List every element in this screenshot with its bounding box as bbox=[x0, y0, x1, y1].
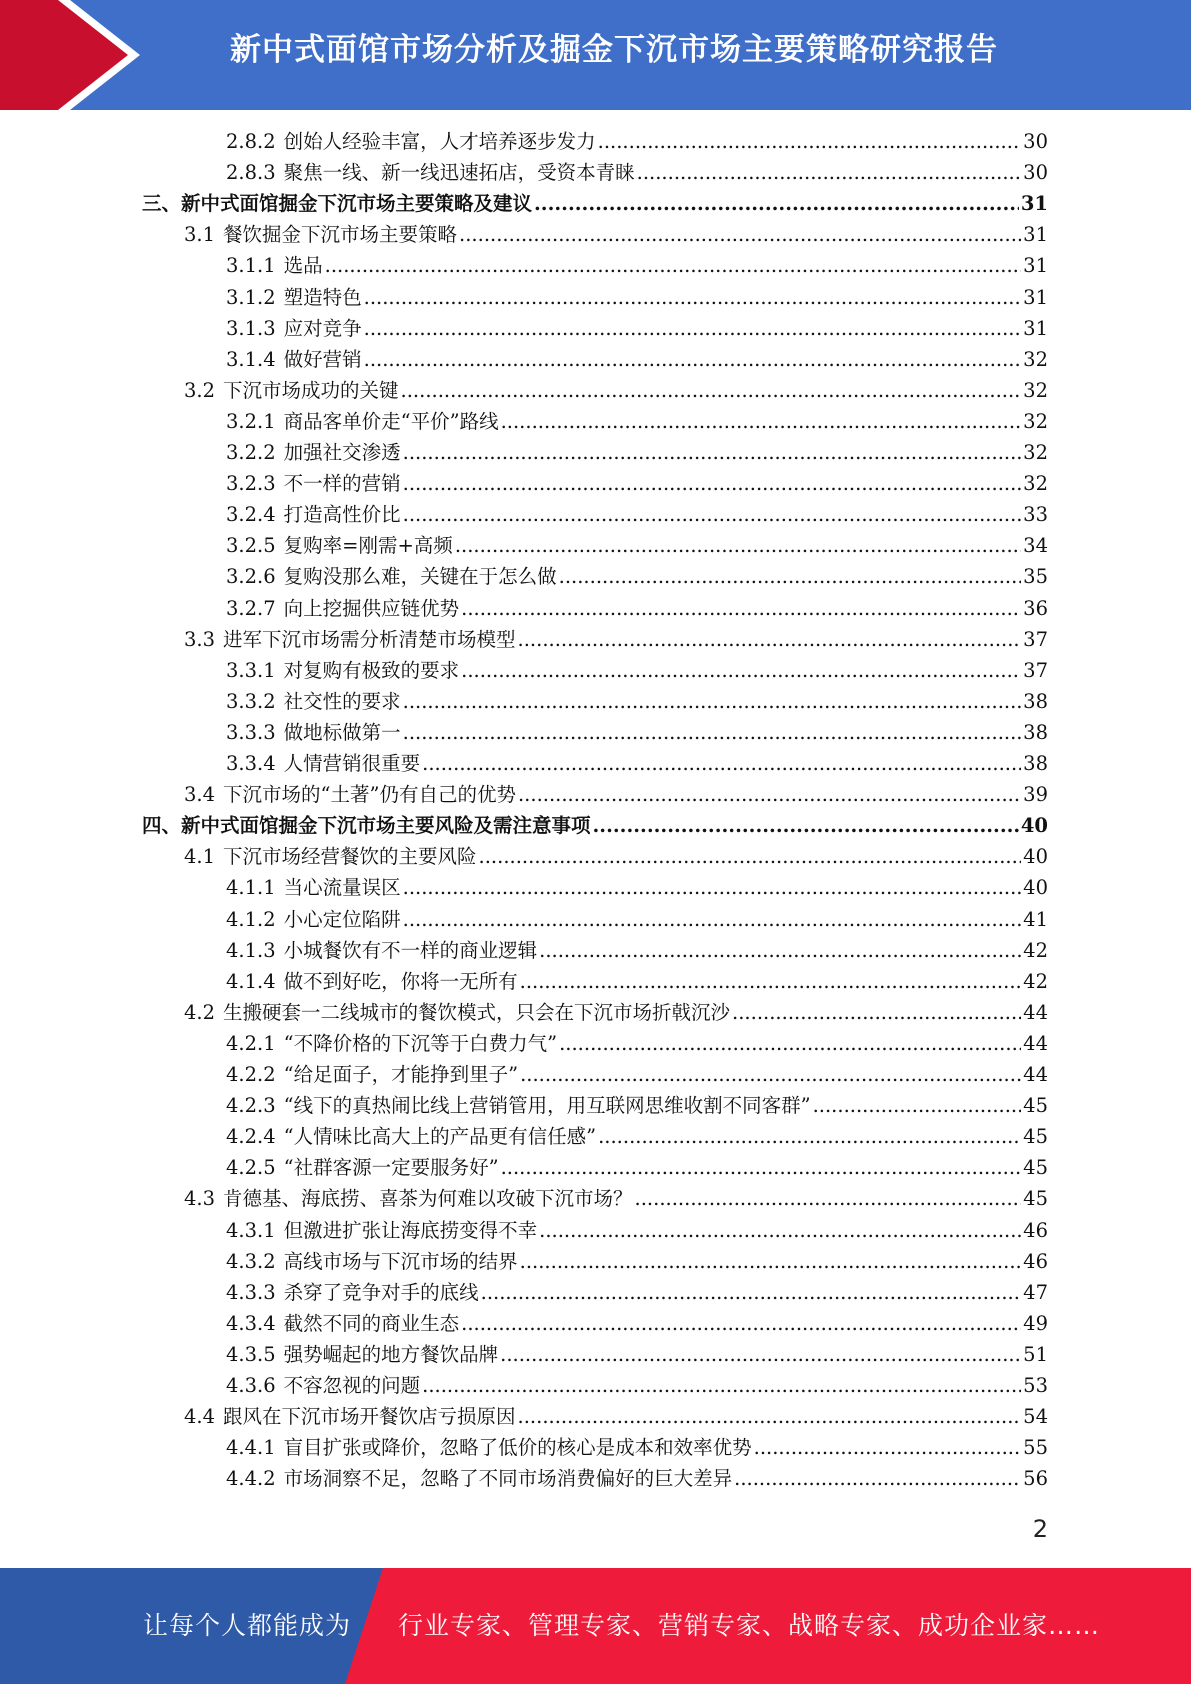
toc-entry-page: 53 bbox=[1023, 1374, 1048, 1397]
toc-entry-title: “不降价格的下沉等于白费力气” bbox=[283, 1031, 558, 1055]
toc-dot-leader bbox=[461, 593, 1021, 624]
toc-entry-number: 3.3.4 bbox=[226, 752, 276, 775]
toc-entry-page: 32 bbox=[1023, 409, 1048, 433]
toc-entry-title: 强势崛起的地方餐饮品牌 bbox=[283, 1342, 499, 1366]
toc-dot-leader bbox=[461, 655, 1021, 686]
toc-dot-leader bbox=[559, 1028, 1021, 1059]
toc-entry[interactable] bbox=[184, 997, 1048, 1028]
toc-entry[interactable] bbox=[142, 188, 1048, 219]
toc-dot-leader bbox=[539, 1215, 1021, 1246]
toc-dot-leader bbox=[479, 841, 1022, 872]
toc-entry-page: 44 bbox=[1023, 1063, 1048, 1086]
toc-dot-leader bbox=[403, 904, 1022, 935]
toc-entry[interactable] bbox=[226, 530, 1048, 561]
toc-entry-page: 30 bbox=[1023, 130, 1048, 153]
toc-entry-number: 4.1.4 bbox=[226, 969, 276, 993]
toc-entry-page: 38 bbox=[1023, 689, 1048, 713]
toc-entry-number: 4.3 bbox=[184, 1187, 216, 1211]
toc-dot-leader bbox=[401, 375, 1022, 406]
toc-dot-leader bbox=[520, 1246, 1022, 1277]
toc-entry-title: 做好营销 bbox=[283, 347, 362, 371]
toc-dot-leader bbox=[520, 966, 1022, 997]
toc-entry-page: 56 bbox=[1023, 1467, 1048, 1491]
toc-entry-number: 3.2.2 bbox=[226, 441, 276, 464]
toc-entry[interactable] bbox=[226, 250, 1048, 281]
toc-entry-title: 社交性的要求 bbox=[283, 689, 401, 713]
toc-entry-number: 4.1.2 bbox=[226, 907, 276, 931]
toc-entry-title: 餐饮掘金下沉市场主要策略 bbox=[223, 223, 458, 247]
toc-entry-page: 32 bbox=[1023, 441, 1048, 464]
toc-entry-title: 四、新中式面馆掘金下沉市场主要风险及需注意事项 bbox=[142, 814, 591, 838]
toc-dot-leader bbox=[364, 313, 1022, 344]
toc-dot-leader bbox=[734, 1463, 1021, 1494]
toc-entry-title: 复购没那么难，关键在于怎么做 bbox=[283, 565, 557, 589]
toc-entry-number: 4.2.3 bbox=[226, 1094, 276, 1118]
toc-entry-page: 30 bbox=[1023, 161, 1048, 185]
toc-entry-page: 37 bbox=[1023, 627, 1048, 651]
toc-entry[interactable] bbox=[226, 872, 1048, 903]
toc-entry-number: 3.1.2 bbox=[226, 285, 276, 309]
toc-entry-title: 下沉市场经营餐饮的主要风险 bbox=[223, 845, 477, 869]
page-footer bbox=[0, 1568, 1191, 1684]
toc-dot-leader bbox=[520, 1059, 1021, 1090]
toc-entry[interactable] bbox=[184, 1183, 1048, 1214]
toc-dot-leader bbox=[500, 1339, 1021, 1370]
toc-entry-page: 34 bbox=[1023, 534, 1048, 558]
toc-dot-leader bbox=[364, 282, 1022, 313]
toc-entry-number: 3.3.2 bbox=[226, 689, 276, 713]
toc-entry[interactable] bbox=[226, 1370, 1048, 1401]
toc-entry-page: 35 bbox=[1023, 565, 1048, 589]
toc-entry-page: 47 bbox=[1023, 1280, 1048, 1304]
toc-entry-title: 做不到好吃，你将一无所有 bbox=[283, 969, 518, 993]
toc-entry[interactable] bbox=[226, 157, 1048, 188]
toc-entry-number: 3.2 bbox=[184, 378, 216, 402]
toc-entry-number: 4.4.1 bbox=[226, 1436, 276, 1460]
toc-entry-title: 不一样的营销 bbox=[283, 472, 401, 496]
toc-entry-title: 人情营销很重要 bbox=[283, 752, 421, 775]
toc-entry-number: 4.3.1 bbox=[226, 1218, 276, 1242]
toc-entry[interactable] bbox=[226, 655, 1048, 686]
toc-entry-title: 聚焦一线、新一线迅速拓店，受资本青睐 bbox=[283, 161, 635, 185]
toc-entry-page: 38 bbox=[1023, 752, 1048, 775]
toc-entry-page: 55 bbox=[1023, 1436, 1048, 1460]
toc-entry-page: 37 bbox=[1023, 658, 1048, 682]
toc-entry[interactable] bbox=[184, 219, 1048, 250]
toc-entry-page: 44 bbox=[1023, 1000, 1048, 1024]
toc-entry[interactable] bbox=[184, 624, 1048, 655]
toc-entry-number: 3.3.1 bbox=[226, 658, 276, 682]
toc-entry[interactable] bbox=[226, 904, 1048, 935]
toc-entry-page: 42 bbox=[1023, 969, 1048, 993]
toc-entry-number: 3.1.1 bbox=[226, 254, 276, 278]
toc-entry-page: 54 bbox=[1023, 1405, 1048, 1429]
toc-entry-title: 进军下沉市场需分析清楚市场模型 bbox=[223, 627, 516, 651]
toc-entry-number: 2.8.3 bbox=[226, 161, 276, 185]
toc-entry[interactable] bbox=[226, 406, 1048, 437]
toc-entry-number: 3.2.3 bbox=[226, 472, 276, 496]
toc-dot-leader bbox=[754, 1432, 1022, 1463]
toc-entry[interactable] bbox=[226, 499, 1048, 530]
toc-entry[interactable] bbox=[226, 1277, 1048, 1308]
toc-entry[interactable] bbox=[184, 779, 1048, 810]
toc-dot-leader bbox=[501, 406, 1022, 437]
toc-entry-page: 39 bbox=[1023, 783, 1048, 807]
toc-entry-title: 做地标做第一 bbox=[283, 720, 401, 744]
toc-entry-title: 但激进扩张让海底捞变得不幸 bbox=[283, 1218, 538, 1242]
toc-dot-leader bbox=[459, 219, 1021, 250]
toc-dot-leader bbox=[635, 1183, 1022, 1214]
toc-dot-leader bbox=[598, 126, 1022, 157]
toc-entry[interactable] bbox=[226, 1308, 1048, 1339]
toc-entry[interactable] bbox=[226, 748, 1048, 779]
toc-dot-leader bbox=[325, 250, 1022, 281]
toc-dot-leader bbox=[559, 561, 1022, 592]
toc-entry-number: 4.2.1 bbox=[226, 1031, 276, 1055]
toc-dot-leader bbox=[732, 997, 1021, 1028]
toc-entry-title: “社群客源一定要服务好” bbox=[283, 1156, 499, 1180]
toc-entry[interactable] bbox=[226, 593, 1048, 624]
toc-entry-title: 小城餐饮有不一样的商业逻辑 bbox=[283, 938, 538, 962]
toc-entry[interactable] bbox=[226, 966, 1048, 997]
toc-entry-number: 2.8.2 bbox=[226, 130, 276, 153]
toc-entry-number: 3.4 bbox=[184, 783, 216, 807]
toc-entry[interactable] bbox=[226, 468, 1048, 499]
toc-entry[interactable] bbox=[226, 717, 1048, 748]
toc-entry-title: 市场洞察不足，忽略了不同市场消费偏好的巨大差异 bbox=[283, 1467, 733, 1491]
toc-entry[interactable] bbox=[226, 126, 1048, 157]
toc-dot-leader bbox=[518, 624, 1022, 655]
toc-dot-leader bbox=[364, 344, 1022, 375]
toc-entry-number: 4.3.6 bbox=[226, 1374, 276, 1397]
toc-entry-page: 32 bbox=[1023, 472, 1048, 496]
toc-dot-leader bbox=[455, 530, 1021, 561]
toc-entry-number: 4.3.3 bbox=[226, 1280, 276, 1304]
toc-dot-leader bbox=[593, 810, 1019, 841]
toc-entry-number: 4.2 bbox=[184, 1000, 216, 1024]
toc-entry-number: 3.2.4 bbox=[226, 503, 276, 527]
toc-entry-page: 31 bbox=[1020, 192, 1048, 216]
toc-dot-leader bbox=[501, 1152, 1022, 1183]
toc-entry-page: 41 bbox=[1023, 907, 1048, 931]
toc-entry-title: 杀穿了竞争对手的底线 bbox=[283, 1280, 479, 1304]
toc-entry-number: 3.2.6 bbox=[226, 565, 276, 589]
toc-entry-title: 生搬硬套一二线城市的餐饮模式，只会在下沉市场折戟沉沙 bbox=[223, 1000, 731, 1024]
toc-entry-title: 加强社交渗透 bbox=[283, 441, 401, 464]
toc-entry-title: 选品 bbox=[283, 254, 323, 278]
toc-entry-page: 40 bbox=[1023, 876, 1048, 900]
toc-entry-title: 下沉市场成功的关键 bbox=[223, 378, 399, 402]
toc-entry-number: 4.4.2 bbox=[226, 1467, 276, 1491]
toc-entry-title: 高线市场与下沉市场的结界 bbox=[283, 1249, 518, 1273]
report-title: 新中式面馆市场分析及掘金下沉市场主要策略研究报告 bbox=[230, 32, 998, 68]
toc-entry[interactable] bbox=[226, 1339, 1048, 1370]
toc-entry[interactable] bbox=[226, 313, 1048, 344]
page-header bbox=[0, 0, 1191, 110]
toc-entry-title: “给足面子，才能挣到里子” bbox=[283, 1063, 519, 1086]
footer-slogan-right: 行业专家、管理专家、营销专家、战略专家、成功企业家…… bbox=[398, 1611, 1101, 1640]
toc-entry-page: 49 bbox=[1023, 1311, 1048, 1335]
toc-entry[interactable] bbox=[226, 282, 1048, 313]
toc-entry-number: 3.3.3 bbox=[226, 720, 276, 744]
toc-entry-page: 33 bbox=[1023, 503, 1048, 527]
toc-entry-title: 小心定位陷阱 bbox=[283, 907, 401, 931]
toc-dot-leader bbox=[534, 188, 1019, 219]
toc-dot-leader bbox=[518, 779, 1021, 810]
toc-entry-number: 4.1.1 bbox=[226, 876, 276, 900]
toc-entry[interactable] bbox=[226, 686, 1048, 717]
toc-entry[interactable] bbox=[226, 935, 1048, 966]
toc-dot-leader bbox=[461, 1308, 1021, 1339]
toc-entry-number: 3.2.1 bbox=[226, 409, 276, 433]
toc-entry[interactable] bbox=[184, 375, 1048, 406]
toc-entry[interactable] bbox=[226, 1246, 1048, 1277]
toc-entry[interactable] bbox=[226, 1090, 1048, 1121]
toc-entry[interactable] bbox=[226, 1121, 1048, 1152]
toc-entry-page: 45 bbox=[1023, 1187, 1048, 1211]
toc-dot-leader bbox=[403, 468, 1022, 499]
toc-entry[interactable] bbox=[226, 1432, 1048, 1463]
toc-entry-number: 4.2.2 bbox=[226, 1063, 276, 1086]
toc-entry-number: 3.1 bbox=[184, 223, 216, 247]
toc-dot-leader bbox=[598, 1121, 1021, 1152]
toc-entry-page: 42 bbox=[1023, 938, 1048, 962]
toc-entry-title: 创始人经验丰富，人才培养逐步发力 bbox=[283, 130, 596, 153]
toc-entry-page: 44 bbox=[1023, 1031, 1048, 1055]
toc-entry-page: 46 bbox=[1023, 1218, 1048, 1242]
toc-entry-page: 51 bbox=[1023, 1342, 1048, 1366]
toc-entry-title: 盲目扩张或降价，忽略了低价的核心是成本和效率优势 bbox=[283, 1436, 752, 1460]
toc-entry[interactable] bbox=[226, 1215, 1048, 1246]
toc-dot-leader bbox=[518, 1401, 1022, 1432]
toc-entry-page: 31 bbox=[1023, 316, 1048, 340]
toc-entry-number: 3.1.3 bbox=[226, 316, 276, 340]
toc-entry-page: 31 bbox=[1023, 254, 1048, 278]
toc-entry-title: “人情味比高大上的产品更有信任感” bbox=[283, 1125, 597, 1149]
toc-dot-leader bbox=[481, 1277, 1022, 1308]
toc-entry-page: 31 bbox=[1023, 285, 1048, 309]
toc-entry-page: 45 bbox=[1023, 1156, 1048, 1180]
toc-entry[interactable] bbox=[184, 1401, 1048, 1432]
toc-entry-number: 4.1 bbox=[184, 845, 216, 869]
toc-entry-title: 对复购有极致的要求 bbox=[283, 658, 460, 682]
toc-dot-leader bbox=[539, 935, 1021, 966]
toc-entry-title: 应对竞争 bbox=[283, 316, 362, 340]
toc-entry-title: 打造高性价比 bbox=[283, 503, 401, 527]
toc-entry-number: 4.3.4 bbox=[226, 1311, 276, 1335]
toc-entry-title: 当心流量误区 bbox=[283, 876, 401, 900]
toc-entry-number: 3.3 bbox=[184, 627, 216, 651]
toc-entry-number: 4.4 bbox=[184, 1405, 216, 1429]
toc-entry-title: 跟风在下沉市场开餐饮店亏损原因 bbox=[223, 1405, 516, 1429]
toc-entry-title: 下沉市场的“土著”仍有自己的优势 bbox=[223, 783, 516, 807]
toc-entry[interactable] bbox=[226, 1059, 1048, 1090]
toc-entry-title: “线下的真热闹比线上营销管用，用互联网思维收割不同客群” bbox=[283, 1094, 811, 1118]
toc-dot-leader bbox=[813, 1090, 1022, 1121]
toc-entry-number: 4.2.5 bbox=[226, 1156, 276, 1180]
toc-entry-page: 36 bbox=[1023, 596, 1048, 620]
toc-entry-title: 三、新中式面馆掘金下沉市场主要策略及建议 bbox=[142, 192, 533, 216]
toc-dot-leader bbox=[403, 499, 1022, 530]
toc-entry[interactable] bbox=[226, 344, 1048, 375]
footer-slogan-left: 让每个人都能成为 bbox=[143, 1611, 352, 1640]
toc-entry-title: 截然不同的商业生态 bbox=[283, 1311, 460, 1335]
toc-entry-number: 4.3.5 bbox=[226, 1342, 276, 1366]
toc-dot-leader bbox=[403, 686, 1022, 717]
toc-entry-page: 31 bbox=[1023, 223, 1048, 247]
toc-entry-number: 4.3.2 bbox=[226, 1249, 276, 1273]
toc-entry-title: 肯德基、海底捞、喜茶为何难以攻破下沉市场？ bbox=[223, 1187, 633, 1211]
toc-dot-leader bbox=[422, 748, 1021, 779]
toc-entry-number: 4.2.4 bbox=[226, 1125, 276, 1149]
page-number: 2 bbox=[1032, 1515, 1048, 1543]
toc-entry-title: 复购率=刚需+高频 bbox=[283, 534, 453, 558]
toc-dot-leader bbox=[403, 437, 1022, 468]
toc-dot-leader bbox=[403, 872, 1022, 903]
toc-entry[interactable] bbox=[184, 841, 1048, 872]
toc-entry-number: 4.1.3 bbox=[226, 938, 276, 962]
toc-entry-page: 40 bbox=[1023, 845, 1048, 869]
toc-entry-title: 向上挖掘供应链优势 bbox=[283, 596, 460, 620]
toc-dot-leader bbox=[637, 157, 1022, 188]
toc-entry[interactable] bbox=[226, 1028, 1048, 1059]
toc-entry-title: 商品客单价走“平价”路线 bbox=[283, 409, 499, 433]
toc-entry-page: 40 bbox=[1020, 814, 1048, 838]
toc-entry-number: 3.1.4 bbox=[226, 347, 276, 371]
toc-entry-title: 不容忽视的问题 bbox=[283, 1374, 421, 1397]
toc-entry[interactable] bbox=[226, 1463, 1048, 1494]
toc-entry-page: 32 bbox=[1023, 378, 1048, 402]
toc-entry-page: 38 bbox=[1023, 720, 1048, 744]
toc-entry[interactable] bbox=[226, 437, 1048, 468]
toc-entry-page: 45 bbox=[1023, 1125, 1048, 1149]
toc-entry[interactable] bbox=[142, 810, 1048, 841]
toc-entry-number: 3.2.5 bbox=[226, 534, 276, 558]
toc-entry[interactable] bbox=[226, 1152, 1048, 1183]
toc-entry-page: 45 bbox=[1023, 1094, 1048, 1118]
toc-dot-leader bbox=[403, 717, 1022, 748]
toc-entry-number: 3.2.7 bbox=[226, 596, 276, 620]
toc-entry[interactable] bbox=[226, 561, 1048, 592]
toc-entry-title: 塑造特色 bbox=[283, 285, 362, 309]
toc-entry-page: 46 bbox=[1023, 1249, 1048, 1273]
toc-dot-leader bbox=[422, 1370, 1021, 1401]
toc-entry-page: 32 bbox=[1023, 347, 1048, 371]
